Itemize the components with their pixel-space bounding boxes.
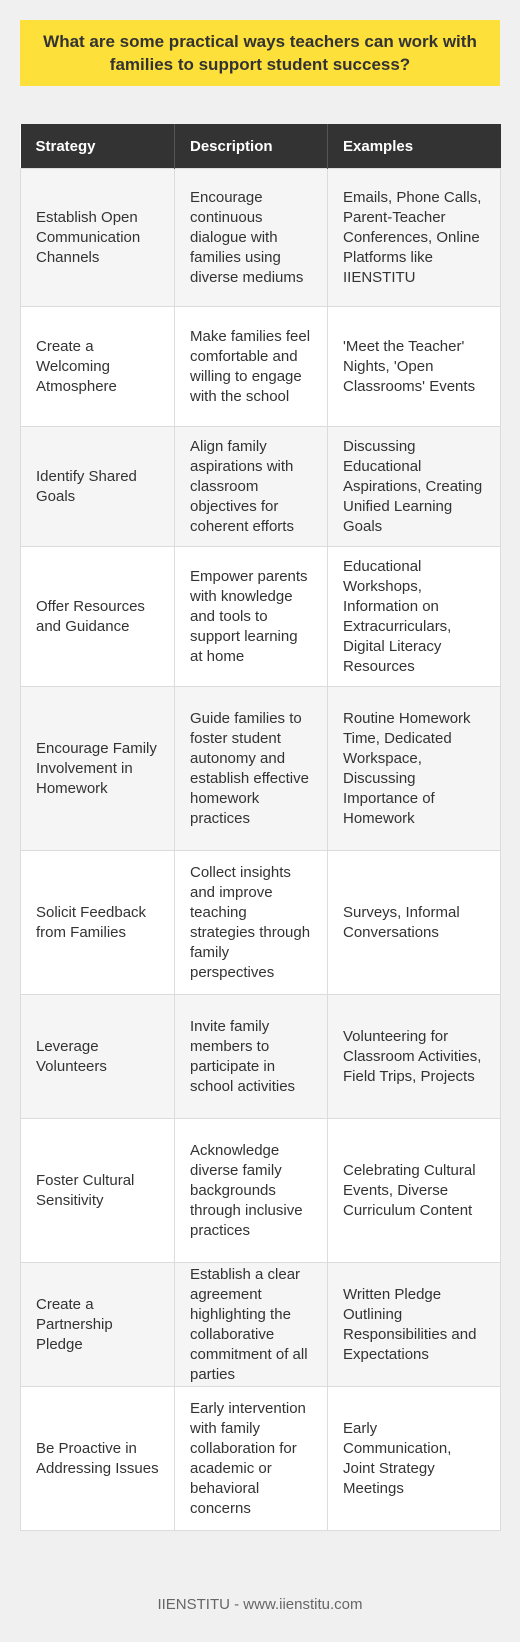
examples-cell: Surveys, Informal Conversations: [328, 851, 501, 995]
table-row: [21, 169, 501, 307]
table-row: [21, 851, 501, 995]
strategy-cell: Solicit Feedback from Families: [21, 851, 175, 995]
description-cell: Empower parents with knowledge and tools to support learning at home: [175, 547, 328, 687]
strategies-table: [20, 124, 501, 1531]
description-cell: Encourage continuous dialogue with families using diverse mediums: [175, 169, 328, 307]
strategy-cell: Be Proactive in Addressing Issues: [21, 1387, 175, 1531]
examples-cell: Celebrating Cultural Events, Diverse Curriculum Content: [328, 1119, 501, 1263]
table-row: [21, 547, 501, 687]
footer-credit: IIENSTITU - www.iienstitu.com: [157, 1596, 363, 1613]
table-row: [21, 307, 501, 427]
strategy-cell: Offer Resources and Guidance: [21, 547, 175, 687]
table-header-row: [21, 124, 501, 169]
header-description: Description: [175, 124, 328, 169]
examples-cell: 'Meet the Teacher' Nights, 'Open Classrooms' Events: [328, 307, 501, 427]
strategy-cell: Create a Welcoming Atmosphere: [21, 307, 175, 427]
table-row: [21, 427, 501, 547]
description-cell: Early intervention with family collaboration for academic or behavioral concerns: [175, 1387, 328, 1531]
header-examples: Examples: [328, 124, 501, 169]
table-row: [21, 1119, 501, 1263]
strategy-cell: Foster Cultural Sensitivity: [21, 1119, 175, 1263]
table-row: [21, 995, 501, 1119]
examples-cell: Routine Homework Time, Dedicated Workspace, Discussing Importance of Homework: [328, 687, 501, 851]
description-cell: Align family aspirations with classroom objectives for coherent efforts: [175, 427, 328, 547]
description-cell: Guide families to foster student autonomy and establish effective homework practices: [175, 687, 328, 851]
description-cell: Collect insights and improve teaching strategies through family perspectives: [175, 851, 328, 995]
examples-cell: Volunteering for Classroom Activities, Field Trips, Projects: [328, 995, 501, 1119]
description-cell: Make families feel comfortable and willing to engage with the school: [175, 307, 328, 427]
examples-cell: Early Communication, Joint Strategy Meetings: [328, 1387, 501, 1531]
description-cell: Acknowledge diverse family backgrounds through inclusive practices: [175, 1119, 328, 1263]
strategy-cell: Create a Partnership Pledge: [21, 1263, 175, 1387]
examples-cell: Emails, Phone Calls, Parent-Teacher Conferences, Online Platforms like IIENSTITU: [328, 169, 501, 307]
strategy-cell: Identify Shared Goals: [21, 427, 175, 547]
strategy-cell: Encourage Family Involvement in Homework: [21, 687, 175, 851]
strategy-cell: Establish Open Communication Channels: [21, 169, 175, 307]
table-row: [21, 1263, 501, 1387]
description-cell: Invite family members to participate in school activities: [175, 995, 328, 1119]
examples-cell: Educational Workshops, Information on Extracurriculars, Digital Literacy Resources: [328, 547, 501, 687]
header-strategy: Strategy: [21, 124, 175, 169]
strategy-cell: Leverage Volunteers: [21, 995, 175, 1119]
examples-cell: Discussing Educational Aspirations, Creating Unified Learning Goals: [328, 427, 501, 547]
examples-cell: Written Pledge Outlining Responsibilities and Expectations: [328, 1263, 501, 1387]
description-cell: Establish a clear agreement highlighting the collaborative commitment of all parties: [175, 1263, 328, 1387]
table-row: [21, 1387, 501, 1531]
table-row: [21, 687, 501, 851]
page-title: What are some practical ways teachers can work with families to support student success?: [20, 20, 500, 86]
